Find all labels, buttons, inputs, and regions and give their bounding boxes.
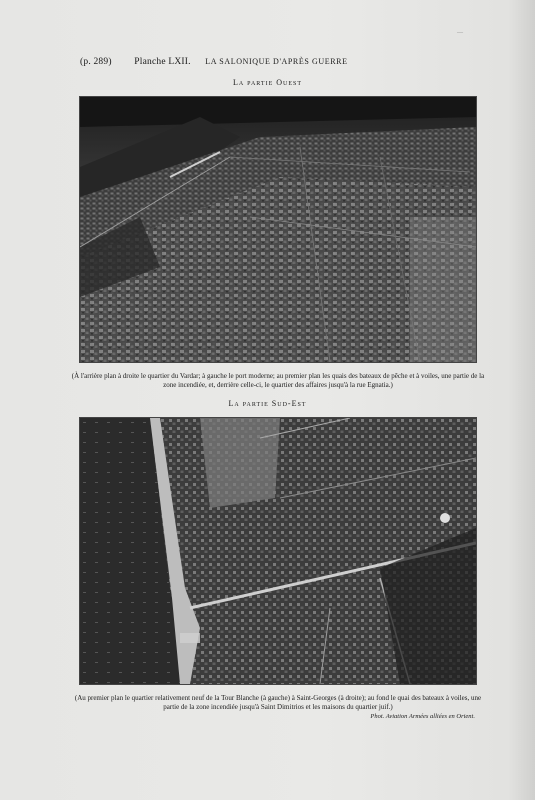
aerial-photo-southeast <box>80 418 476 684</box>
caption-west: (À l'arrière plan à droite le quartier du Vardar; à gauche le port moderne; au premier plan les quais des bateaux de pêche et à voiles, une partie de la zone incendiée, et, derrière celle-ci, le quartier des affaires jusqu'à la rue Egnatia.) <box>71 372 485 389</box>
plate-number: Planche LXII. <box>134 57 191 67</box>
aerial-photo-west <box>80 97 476 362</box>
plate-header <box>80 57 380 67</box>
aerial-photo-west-image <box>80 97 476 362</box>
plate-title: LA SALONIQUE D'APRÈS GUERRE <box>205 57 348 66</box>
section-title-west: La partie Ouest <box>232 78 303 87</box>
margin-mark: — <box>457 30 463 36</box>
section-title-southeast: La partie Sud-Est <box>228 399 307 408</box>
photo-credit: Phot. Aviation Armées alliées en Orient. <box>370 713 475 720</box>
page-reference: (p. 289) <box>80 57 112 67</box>
aerial-photo-southeast-image <box>80 418 476 684</box>
caption-southeast: (Au premier plan le quartier relativement neuf de la Tour Blanche (à gauche) à Saint-Georges (à droite); au fond le quai des bateaux à voiles, une partie de la zone incendiée jusqu'à Saint Dimitrios et les maisons du quartier juif.) <box>74 694 482 711</box>
